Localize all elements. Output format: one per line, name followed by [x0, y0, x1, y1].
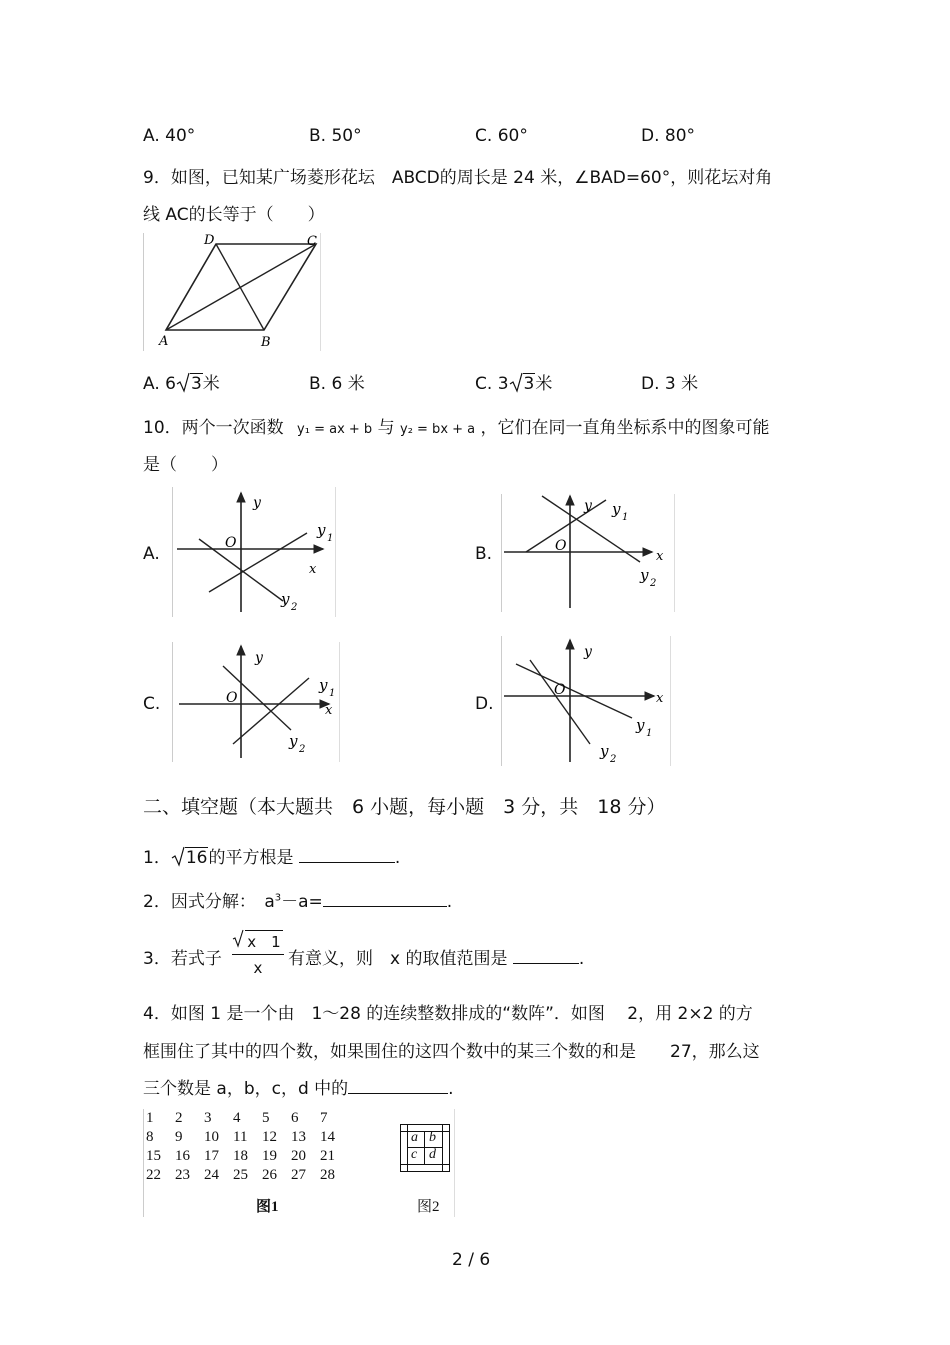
fig1-caption: 图1: [256, 1199, 279, 1215]
rhombus-figure: [143, 233, 321, 351]
svg-text:y: y: [636, 716, 645, 734]
q8-option-a: A. 40°: [143, 126, 196, 146]
label-c: C: [307, 234, 317, 249]
q8-option-c: C. 60°: [475, 126, 528, 146]
fill-q4-line3: 三个数是 a，b，c，d 中的 .: [143, 1079, 454, 1099]
cell-d: d: [429, 1147, 436, 1162]
fill-q1: 1． 16的平方根是 .: [143, 848, 401, 868]
diagonal-ac: [166, 244, 316, 330]
svg-text:y: y: [600, 742, 609, 760]
q8-option-b: B. 50°: [309, 126, 362, 146]
svg-text:y: y: [612, 500, 621, 518]
diagonal-bd: [216, 244, 264, 330]
q10-f1: y₁ = ax + b: [297, 422, 373, 437]
fig2-caption: 图2: [417, 1199, 440, 1215]
q10-letter-b: B.: [475, 544, 493, 564]
svg-text:O: O: [226, 690, 238, 706]
graph-a: [172, 487, 336, 617]
fill-q4-line1: 4．如图 1 是一个由 1～28 的连续整数排成的“数阵”．如图 2，用 2×2 的方: [143, 1004, 753, 1024]
matrix-figure: [143, 1109, 455, 1217]
fill-q4-line2: 框围住了其中的四个数，如果围住的这四个数中的某三个数的和是 27，那么这: [143, 1042, 760, 1062]
q10-line1: 10．两个一次函数 y₁ = ax + b 与 y₂ = bx + a ，它们在同一直角坐标系中的图象可能: [143, 418, 770, 438]
label-d: D: [204, 233, 215, 248]
fill-q2: 2．因式分解： $a^3-a=$ .: [143, 892, 453, 912]
q9-line1: 9．如图，已知某广场菱形花坛 ABCD的周长是 24 米，∠BAD=60°，则花坛对角: [143, 168, 773, 188]
svg-text:1: 1: [329, 688, 336, 699]
q9-option-b: B. 6 米: [309, 374, 365, 394]
svg-text:x: x: [309, 562, 317, 577]
svg-text:y: y: [319, 676, 328, 694]
fill-q2-blank: [323, 892, 447, 907]
svg-text:1: 1: [646, 728, 653, 739]
svg-text:y: y: [584, 498, 592, 514]
q9-option-d: D. 3 米: [641, 374, 699, 394]
svg-text:O: O: [554, 682, 566, 698]
page-number: 2 / 6: [452, 1250, 491, 1270]
cell-c: c: [411, 1147, 418, 1162]
section2-title: 二、填空题（本大题共 6 小题，每小题 3 分，共 18 分）: [143, 796, 666, 818]
svg-text:1: 1: [622, 512, 629, 523]
fill-q1-blank: [299, 848, 395, 863]
q10-letter-a: A.: [143, 544, 160, 564]
svg-text:2: 2: [291, 602, 298, 613]
svg-text:1: 1: [327, 533, 334, 544]
graph-c: [172, 642, 340, 762]
svg-text:O: O: [555, 538, 567, 554]
fill-q3-blank: [513, 949, 579, 964]
q10-letter-c: C.: [143, 694, 161, 714]
graph-d: [501, 636, 671, 766]
svg-text:y: y: [289, 732, 298, 750]
svg-text:y: y: [317, 521, 326, 539]
svg-text:y: y: [640, 566, 649, 584]
fill-q3: 有意义，则 x 的取值范围是 .: [288, 949, 585, 969]
svg-text:O: O: [225, 535, 237, 551]
number-matrix: [146, 1109, 349, 1185]
q10-letter-d: D.: [475, 694, 494, 714]
q9-option-a: A. 6 3米: [143, 374, 220, 394]
grid-2x2: [400, 1124, 450, 1172]
q9-option-c: C. 3 3米: [475, 374, 553, 394]
matrix-row: 8 9 10 11 12 13 14: [146, 1129, 335, 1145]
label-a: A: [159, 334, 169, 349]
matrix-row: 15 16 17 18 19 20 21: [146, 1148, 335, 1164]
svg-text:y: y: [584, 644, 592, 660]
svg-text:y: y: [253, 495, 261, 511]
fill-q3-pre: 3．若式子: [143, 949, 222, 969]
fill-q4-blank: [348, 1079, 448, 1094]
svg-text:y: y: [281, 590, 290, 608]
svg-text:2: 2: [299, 744, 306, 755]
q8-option-d: D. 80°: [641, 126, 696, 146]
svg-text:y: y: [255, 650, 263, 666]
q10-line2: 是（ ）: [143, 455, 228, 475]
cell-a: a: [411, 1130, 418, 1145]
svg-text:x: x: [656, 549, 664, 564]
q10-f2: y₂ = bx + a: [400, 422, 476, 437]
graph-b: [501, 494, 675, 612]
q9-line2: 线 AC的长等于（ ）: [143, 205, 325, 225]
svg-text:2: 2: [650, 578, 657, 589]
svg-text:x: x: [656, 691, 664, 706]
svg-text:x: x: [325, 703, 333, 718]
label-b: B: [261, 335, 271, 350]
matrix-row: 22 23 24 25 26 27 28: [146, 1167, 335, 1183]
fill-q3-fraction: x 1 x: [232, 930, 284, 977]
matrix-row: 1 2 3 4 5 6 7: [146, 1110, 328, 1126]
svg-text:2: 2: [610, 754, 617, 765]
cell-b: b: [429, 1130, 436, 1145]
